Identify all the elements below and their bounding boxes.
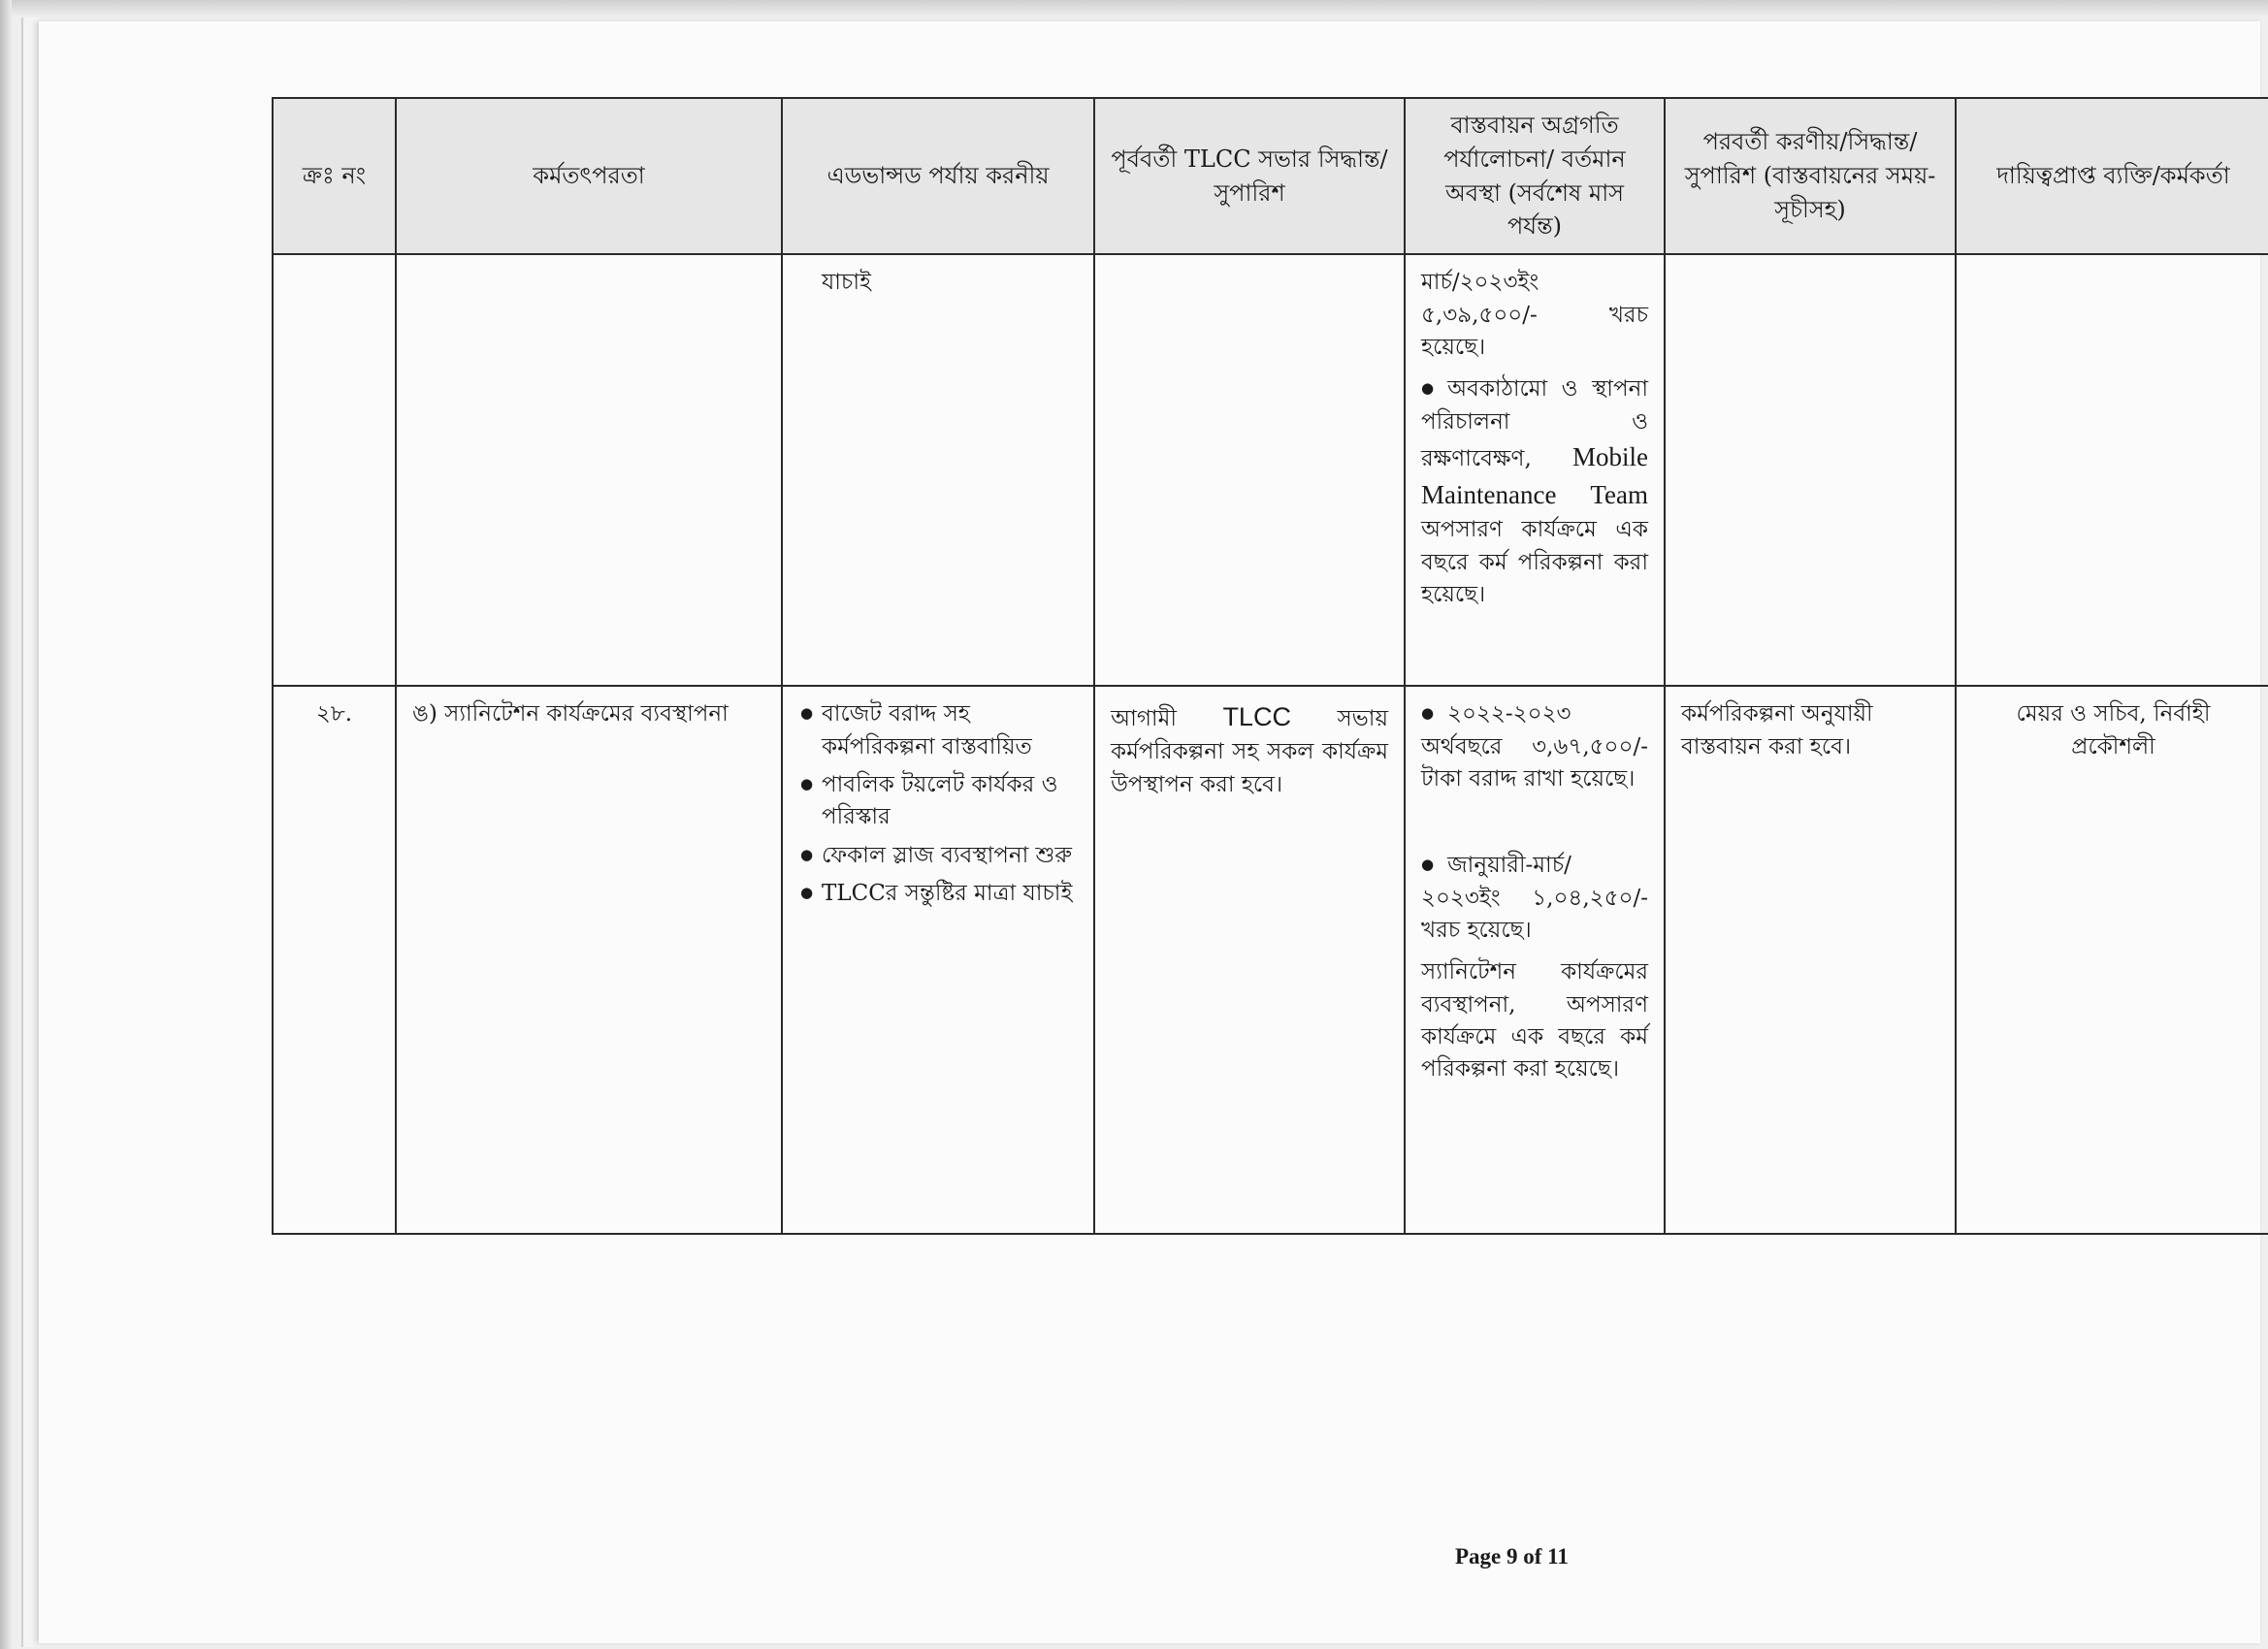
progress-text: অবকাঠামো ও স্থাপনা পরিচালনা ও রক্ষণাবেক্ষণ, xyxy=(1421,376,1648,471)
advanced-stage-text: যাচাই xyxy=(822,270,871,296)
cell-serial xyxy=(273,254,396,686)
cell-next-steps xyxy=(1665,254,1956,686)
cell-responsible xyxy=(1956,254,2268,686)
scan-edge-left xyxy=(0,0,12,1649)
scan-edge-top xyxy=(0,0,2268,16)
cell-progress xyxy=(1405,686,1665,1234)
bullet-icon: ● xyxy=(1421,704,1435,723)
cell-serial: ২৮. xyxy=(273,686,396,1234)
table-row xyxy=(273,686,2268,1234)
cell-advanced-stage xyxy=(782,254,1094,686)
list-item: ● বাজেট বরাদ্দ সহ কর্মপরিকল্পনা বাস্তবায়িত xyxy=(822,698,1078,763)
cell-activity xyxy=(396,254,782,686)
header-row xyxy=(273,98,2268,254)
list-item: ● TLCCর সন্তুষ্টির মাত্রা যাচাই xyxy=(822,878,1078,910)
prev-tlcc-text: আগামী xyxy=(1111,706,1177,732)
prev-tlcc-text: সভায় কর্মপরিকল্পনা সহ সকল কার্যক্রম উপস্থাপন করা হবে। xyxy=(1111,706,1389,797)
progress-paragraph xyxy=(1421,850,1648,947)
progress-text: জানুয়ারী-মার্চ/২০২৩ইং ১,০৪,২৫০/- খরচ হয়েছে। xyxy=(1421,853,1648,943)
progress-text: অপসারণ কার্যক্রমে এক বছরে কর্ম পরিকল্পনা করা হয়েছে। xyxy=(1421,517,1648,607)
spacer xyxy=(1421,805,1648,850)
list-item: ● পাবলিক টয়লেট কার্যকর ও পরিস্কার xyxy=(822,769,1078,834)
header-advanced-stage: এডভান্সড পর্যায় করনীয় xyxy=(782,98,1094,254)
header-serial: ক্রঃ নং xyxy=(273,98,396,254)
cell-advanced-stage xyxy=(782,686,1094,1234)
bullet-icon: ● xyxy=(1421,856,1435,874)
header-responsible: দায়িত্বপ্রাপ্ত ব্যক্তি/কর্মকর্তা xyxy=(1956,98,2268,254)
progress-text-english: Mobile Maintenance Team xyxy=(1421,441,1648,510)
cell-next-steps: কর্মপরিকল্পনা অনুযায়ী বাস্তবায়ন করা হবে। xyxy=(1665,686,1956,1234)
page-number: Page 9 of 11 xyxy=(1455,1544,1569,1568)
document-page xyxy=(39,21,2260,1643)
progress-text: ২০২২-২০২৩ অর্থবছরে ৩,৬৭,৫০০/- টাকা বরাদ্দ রাখা হয়েছে। xyxy=(1421,701,1648,792)
cell-activity: ঙ) স্যানিটেশন কার্যক্রমের ব্যবস্থাপনা xyxy=(396,686,782,1234)
advanced-stage-list xyxy=(798,698,1078,910)
header-prev-tlcc: পূর্ববর্তী TLCC সভার সিদ্ধান্ত/সুপারিশ xyxy=(1094,98,1405,254)
progress-paragraph: মার্চ/২০২৩ইং ৫,৩৯,৫০০/- খরচ হয়েছে। xyxy=(1421,270,1648,360)
list-item: ● ফেকাল স্লাজ ব্যবস্থাপনা শুরু xyxy=(822,840,1078,872)
header-activity: কর্মতৎপরতা xyxy=(396,98,782,254)
cell-responsible: মেয়র ও সচিব, নির্বাহী প্রকৌশলী xyxy=(1956,686,2268,1234)
cell-prev-tlcc xyxy=(1094,254,1405,686)
cell-progress xyxy=(1405,254,1665,686)
action-plan-table xyxy=(272,97,2268,1235)
header-next-steps: পরবর্তী করণীয়/সিদ্ধান্ত/সুপারিশ (বাস্তবায়নের সময়-সূচীসহ) xyxy=(1665,98,1956,254)
bullet-icon: ● xyxy=(1421,379,1435,398)
prev-tlcc-english: TLCC xyxy=(1222,702,1291,732)
progress-paragraph xyxy=(1421,698,1648,795)
header-progress-review: বাস্তবায়ন অগ্রগতি পর্যালোচনা/ বর্তমান অবস্থা (সর্বশেষ মাস পর্যন্ত) xyxy=(1405,98,1665,254)
progress-paragraph xyxy=(1421,373,1648,611)
progress-paragraph: স্যানিটেশন কার্যক্রমের ব্যবস্থাপনা, অপসারণ কার্যক্রমে এক বছরে কর্ম পরিকল্পনা করা হয়েছে। xyxy=(1421,959,1648,1083)
table-row xyxy=(273,254,2268,686)
cell-prev-tlcc xyxy=(1094,686,1405,1234)
